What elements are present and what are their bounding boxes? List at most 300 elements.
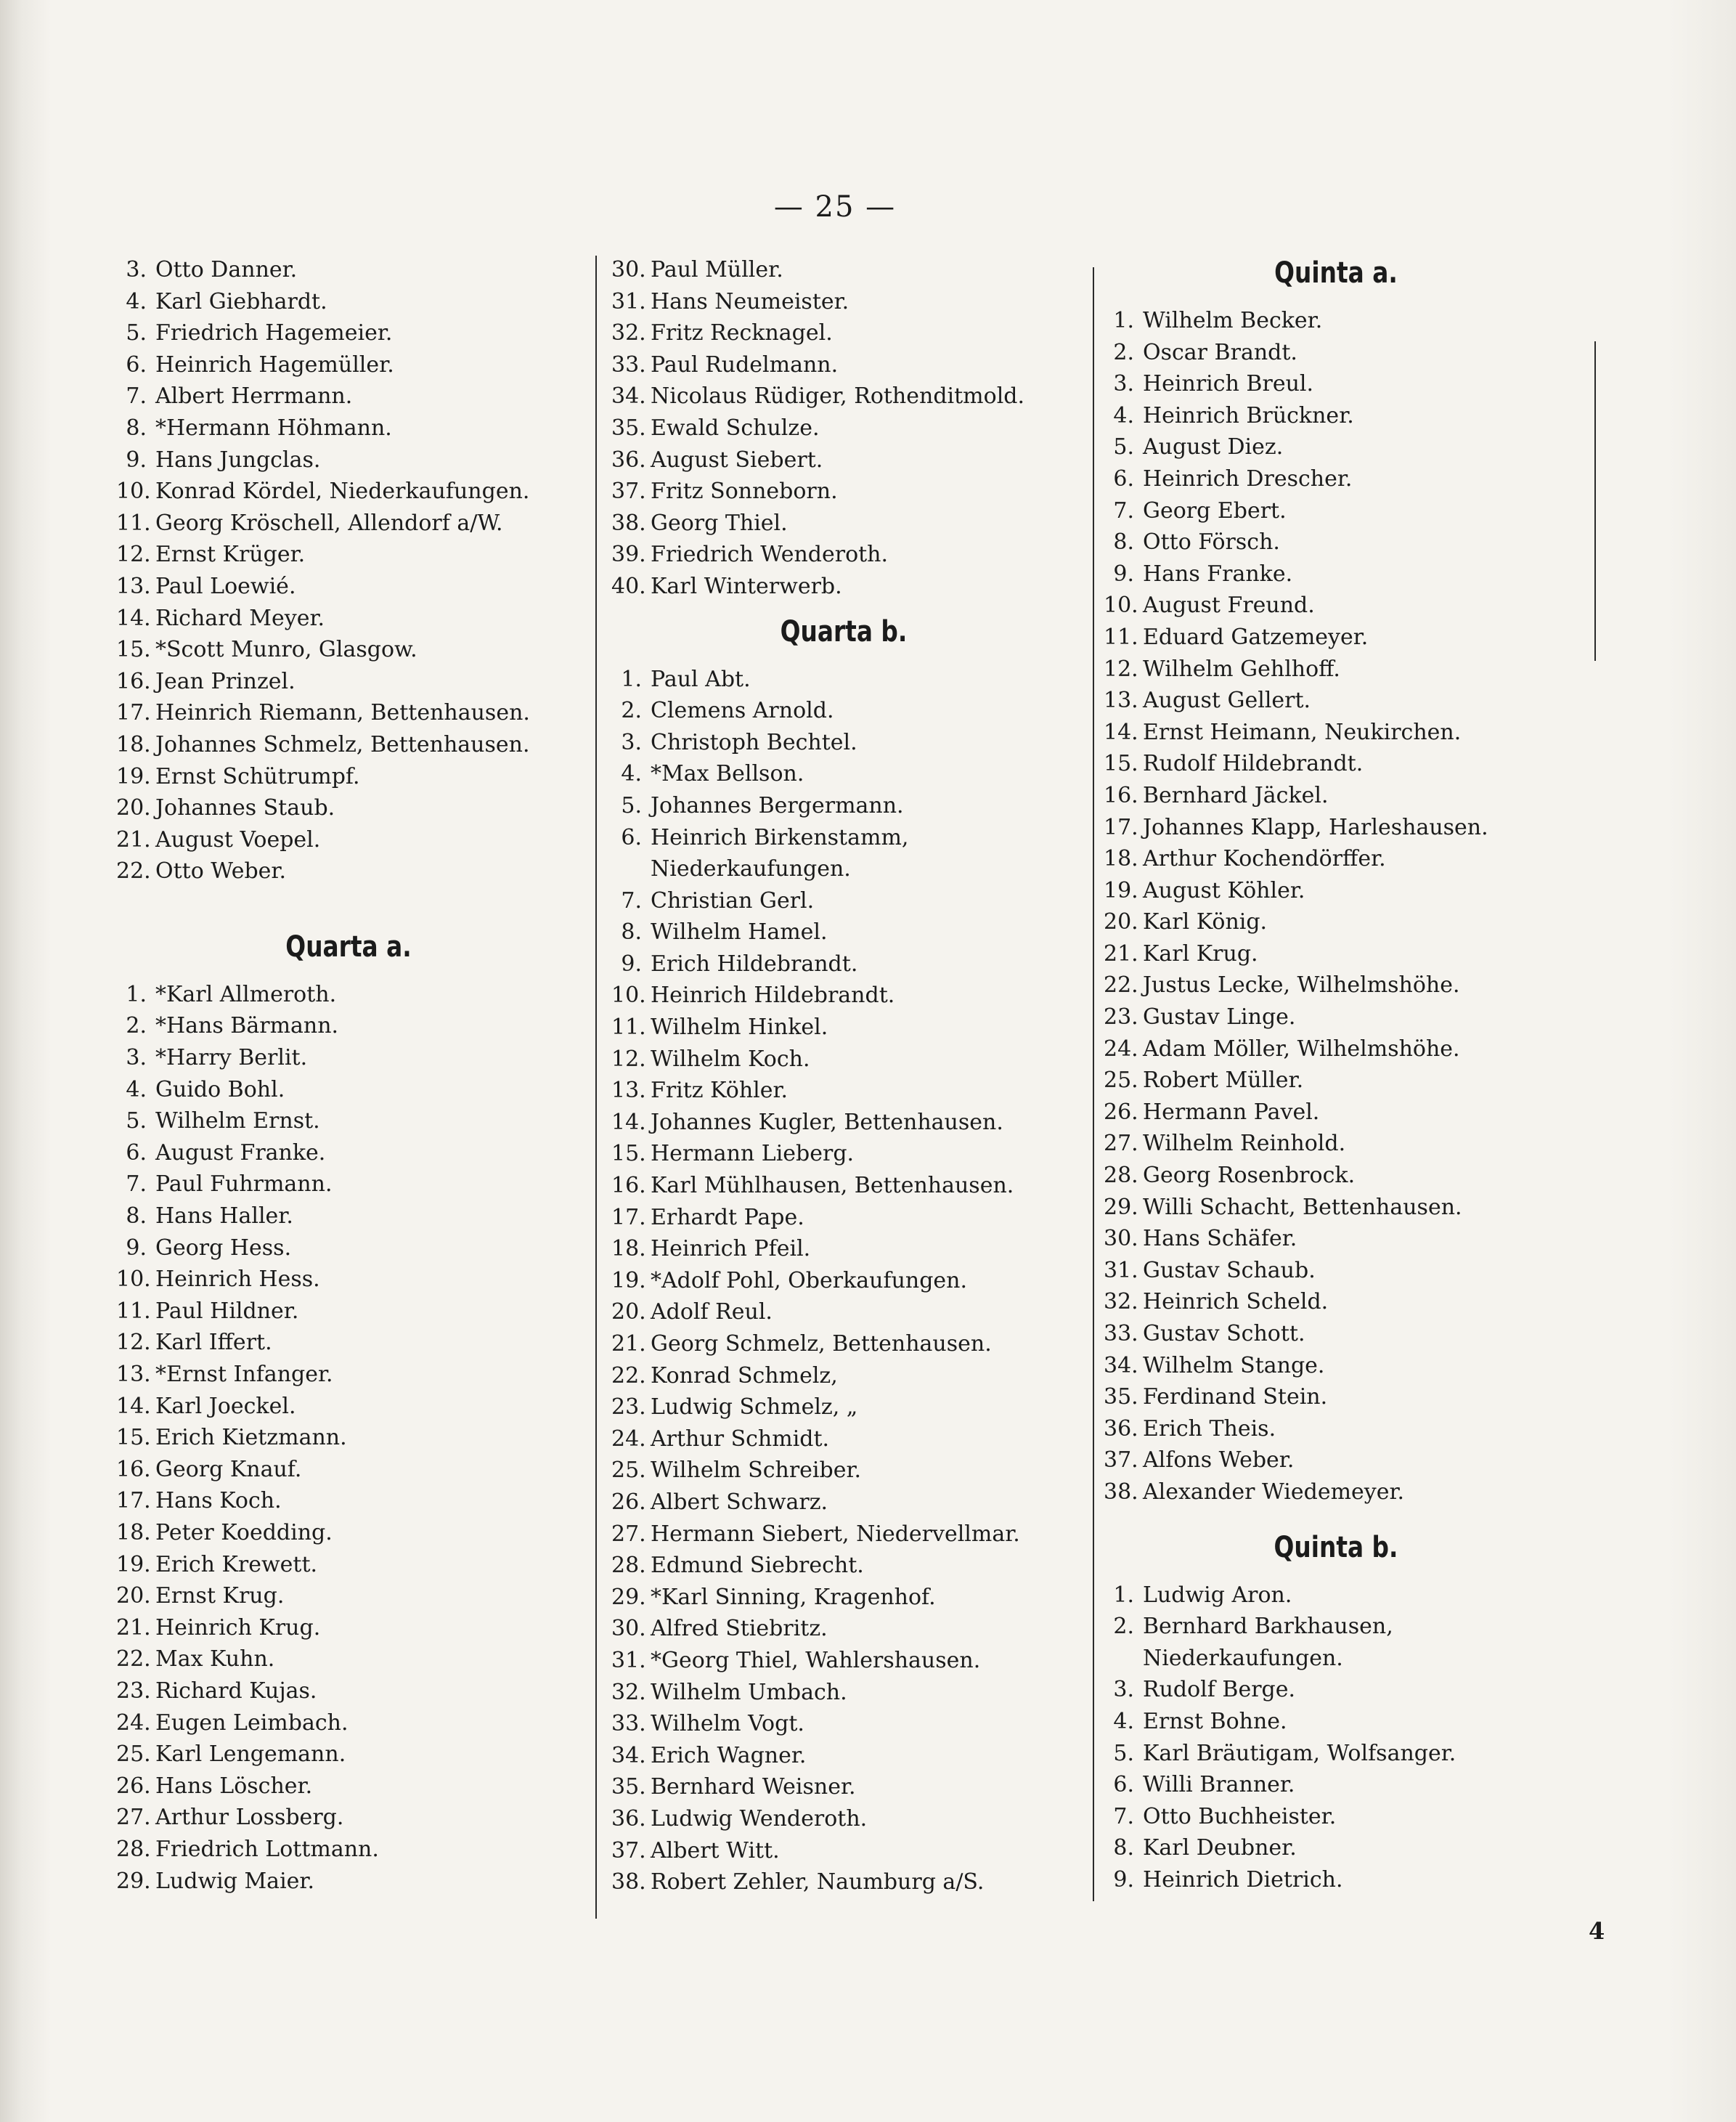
item-name: Karl Iffert. (155, 1330, 272, 1356)
list-item (116, 1485, 581, 1517)
item-name: Karl Winterwerb. (651, 573, 842, 599)
list-item (116, 254, 581, 286)
item-name: Willi Branner. (1143, 1772, 1295, 1798)
item-number: 11. (611, 1015, 646, 1041)
list-item (116, 729, 581, 761)
item-name: Gustav Linge. (1143, 1004, 1296, 1030)
item-number: 8. (621, 919, 642, 946)
item-number: 11. (1104, 624, 1138, 650)
item-name: August Siebert. (651, 447, 823, 473)
item-name: Hans Löscher. (155, 1773, 313, 1799)
list-item (611, 885, 1076, 917)
list-item (116, 634, 581, 666)
item-name: Max Kuhn. (155, 1646, 275, 1672)
item-name: Jean Prinzel. (155, 668, 296, 694)
list-item (1104, 685, 1568, 717)
list-item (116, 1580, 581, 1612)
item-number: 9. (1113, 1866, 1134, 1893)
item-name: Ewald Schulze. (651, 415, 820, 441)
item-number: 35. (611, 415, 646, 441)
item-name: *Ernst Infanger. (155, 1362, 333, 1387)
item-name: Wilhelm Koch. (651, 1046, 810, 1072)
item-name: Willi Schacht, Bettenhausen. (1143, 1194, 1462, 1220)
item-number: 7. (126, 1171, 147, 1198)
item-name: Hermann Lieberg. (651, 1141, 855, 1167)
list-item (116, 1137, 581, 1169)
item-number: 20. (611, 1299, 646, 1325)
list-item (116, 539, 581, 571)
item-name: Georg Hess. (155, 1235, 292, 1261)
item-name: Otto Buchheister. (1143, 1803, 1337, 1829)
item-number: 12. (116, 1330, 151, 1356)
list-item (1104, 590, 1568, 622)
item-number: 23. (611, 1394, 646, 1420)
item-name: Erich Hildebrandt. (651, 951, 858, 977)
item-name: Justus Lecke, Wilhelmshöhe. (1143, 972, 1460, 999)
item-name: Wilhelm Reinhold. (1143, 1131, 1346, 1157)
item-name: Hans Schäfer. (1143, 1226, 1297, 1252)
item-name: Otto Weber. (155, 858, 286, 885)
list-item (611, 1296, 1076, 1328)
item-number: 29. (116, 1868, 151, 1894)
margin-mark-line (1594, 341, 1596, 661)
list-item (611, 822, 1076, 885)
list-item (116, 1200, 581, 1232)
item-number: 28. (1104, 1163, 1138, 1189)
item-number: 24. (611, 1426, 646, 1452)
item-name: Wilhelm Vogt. (651, 1711, 804, 1737)
list-item (611, 1265, 1076, 1297)
item-number: 19. (116, 763, 151, 789)
list-item (1104, 495, 1568, 527)
item-name: Arthur Schmidt. (651, 1426, 830, 1452)
item-number: 28. (611, 1553, 646, 1579)
item-name: *Georg Thiel, Wahlershausen. (651, 1647, 981, 1673)
column-divider-1 (595, 256, 597, 1919)
item-name: Christoph Bechtel. (651, 729, 857, 755)
list-item (116, 1739, 581, 1771)
item-name: Albert Witt. (651, 1837, 780, 1863)
list-item (1104, 1318, 1568, 1350)
item-number: 29. (611, 1584, 646, 1610)
item-name: Paul Hildner. (155, 1298, 299, 1324)
item-number: 38. (611, 510, 646, 536)
item-number: 18. (116, 731, 151, 757)
item-number: 9. (621, 951, 642, 977)
item-name: Johannes Staub. (155, 795, 335, 821)
item-name: August Freund. (1143, 593, 1315, 619)
item-name: Wilhelm Hamel. (651, 919, 828, 946)
list-item (611, 412, 1076, 444)
item-number: 38. (611, 1869, 646, 1895)
item-number: 15. (116, 1425, 151, 1451)
list-item (116, 1834, 581, 1866)
item-number: 33. (611, 1711, 646, 1737)
item-number: 19. (1104, 877, 1138, 903)
item-name: Heinrich Riemann, Bettenhausen. (155, 700, 530, 726)
item-number: 14. (116, 605, 151, 631)
item-number: 27. (116, 1805, 151, 1831)
column-divider-2 (1093, 267, 1094, 1901)
item-name: Gustav Schott. (1143, 1321, 1305, 1346)
item-number: 4. (1113, 1708, 1134, 1734)
list-item (116, 1105, 581, 1137)
list-item (116, 855, 581, 887)
item-number: 21. (116, 826, 151, 853)
item-name: Gustav Schaub. (1143, 1257, 1316, 1283)
item-number: 16. (1104, 782, 1138, 808)
item-number: 16. (116, 668, 151, 694)
item-number: 6. (1113, 466, 1134, 492)
name-list (1104, 1580, 1568, 1896)
item-number: 22. (116, 1646, 151, 1672)
list-item (1104, 1065, 1568, 1097)
item-name: Bernhard Weisner. (651, 1774, 856, 1800)
list-item (116, 1074, 581, 1106)
item-name: August Gellert. (1143, 688, 1311, 714)
item-number: 15. (1104, 751, 1138, 777)
list-item (116, 697, 581, 729)
item-name: *Scott Munro, Glasgow. (155, 637, 417, 663)
item-name: Erich Theis. (1143, 1415, 1276, 1442)
list-item (1104, 906, 1568, 938)
item-number: 30. (611, 1616, 646, 1642)
list-item (611, 1771, 1076, 1803)
item-name: Friedrich Hagemeier. (155, 320, 393, 346)
item-name: Ernst Bohne. (1143, 1708, 1287, 1734)
item-name: Ludwig Maier. (155, 1868, 314, 1894)
column-1 (116, 254, 581, 1897)
item-name: Fritz Sonneborn. (651, 479, 838, 505)
item-name: Heinrich Scheld. (1143, 1289, 1329, 1315)
item-number: 36. (611, 1805, 646, 1832)
item-name: Wilhelm Umbach. (651, 1679, 847, 1705)
list-item (1104, 622, 1568, 654)
item-name: Heinrich Hagemüller. (155, 351, 394, 378)
item-number: 10. (116, 479, 151, 505)
item-number: 8. (1113, 1835, 1134, 1861)
item-name: Nicolaus Rüdiger, Rothenditmold. (651, 383, 1025, 410)
list-item (1104, 1350, 1568, 1382)
item-name: *Adolf Pohl, Oberkaufungen. (651, 1267, 968, 1293)
item-number: 14. (116, 1393, 151, 1419)
list-item (611, 476, 1076, 508)
list-item (1104, 1128, 1568, 1160)
list-item (611, 444, 1076, 476)
item-name: Heinrich Brückner. (1143, 402, 1354, 428)
item-number: 27. (1104, 1131, 1138, 1157)
list-item (116, 1802, 581, 1834)
section-heading-quarta-b: Quarta b. (780, 614, 908, 649)
item-name: Clemens Arnold. (651, 698, 834, 724)
item-number: 3. (1113, 1677, 1134, 1703)
item-number: 1. (1113, 1582, 1134, 1608)
list-item (116, 666, 581, 698)
item-number: 7. (126, 383, 147, 410)
item-name: Christian Gerl. (651, 887, 815, 914)
list-item (611, 1455, 1076, 1487)
item-number: 12. (116, 542, 151, 568)
list-item (116, 286, 581, 318)
list-item (1104, 337, 1568, 369)
item-name: Wilhelm Ernst. (155, 1108, 320, 1134)
item-name: Johannes Klapp, Harleshausen. (1143, 814, 1488, 840)
item-number: 21. (1104, 940, 1138, 967)
item-number: 18. (611, 1236, 646, 1262)
item-number: 23. (116, 1678, 151, 1704)
item-number: 5. (126, 320, 147, 346)
item-name: *Karl Allmeroth. (155, 981, 337, 1007)
item-name: Eugen Leimbach. (155, 1710, 349, 1736)
item-number: 5. (621, 792, 642, 818)
name-list (1104, 305, 1568, 1508)
name-list (611, 254, 1076, 603)
item-number: 7. (1113, 1803, 1134, 1829)
item-name: Konrad Schmelz, (651, 1362, 838, 1389)
list-item (1104, 1192, 1568, 1224)
item-number: 15. (611, 1141, 646, 1167)
item-name: Johannes Kugler, Bettenhausen. (651, 1109, 1003, 1135)
item-number: 36. (611, 447, 646, 473)
item-number: 5. (126, 1108, 147, 1134)
item-name: *Hans Bärmann. (155, 1013, 339, 1039)
item-number: 19. (116, 1551, 151, 1577)
list-item (1104, 1223, 1568, 1255)
item-number: 10. (611, 983, 646, 1009)
list-item (611, 1328, 1076, 1360)
item-number: 18. (116, 1519, 151, 1545)
item-name: Richard Meyer. (155, 605, 325, 631)
item-number: 10. (1104, 593, 1138, 619)
item-name: Hermann Siebert, Niedervellmar. (651, 1521, 1020, 1547)
item-name: Alexander Wiedemeyer. (1143, 1479, 1405, 1505)
item-name: Ernst Krüger. (155, 542, 306, 568)
list-item (116, 1168, 581, 1200)
item-name: August Diez. (1143, 434, 1284, 460)
item-number: 39. (611, 542, 646, 568)
item-number: 23. (1104, 1004, 1138, 1030)
item-name: August Franke. (155, 1139, 326, 1166)
item-number: 25. (611, 1458, 646, 1484)
item-number: 9. (1113, 561, 1134, 587)
item-number: 11. (116, 510, 151, 536)
list-item (1104, 938, 1568, 970)
item-name: *Hermann Höhmann. (155, 415, 392, 441)
item-number: 20. (1104, 909, 1138, 935)
item-name: Karl Mühlhausen, Bettenhausen. (651, 1173, 1014, 1199)
item-name: Paul Fuhrmann. (155, 1171, 333, 1198)
item-number: 11. (116, 1298, 151, 1324)
item-number: 12. (1104, 656, 1138, 682)
list-item (611, 1803, 1076, 1835)
list-item (116, 1232, 581, 1264)
item-number: 17. (1104, 814, 1138, 840)
item-number: 6. (621, 824, 642, 850)
item-name: Georg Thiel. (651, 510, 788, 536)
list-item (611, 381, 1076, 412)
list-item (116, 1422, 581, 1454)
item-number: 5. (1113, 434, 1134, 460)
item-number: 27. (611, 1521, 646, 1547)
list-item (1104, 969, 1568, 1001)
list-item (1104, 1832, 1568, 1864)
item-name: Rudolf Hildebrandt. (1143, 751, 1364, 777)
item-name: Erich Krewett. (155, 1551, 318, 1577)
name-list (116, 254, 581, 887)
item-name: Heinrich Birkenstamm, Niederkaufungen. (651, 824, 909, 882)
list-item (611, 1202, 1076, 1234)
list-item (116, 349, 581, 381)
item-number: 24. (116, 1710, 151, 1736)
item-number: 22. (116, 858, 151, 885)
item-name: Wilhelm Gehlhoff. (1143, 656, 1340, 682)
item-number: 4. (126, 1076, 147, 1102)
item-name: Ernst Schütrumpf. (155, 763, 360, 789)
item-name: Georg Rosenbrock. (1143, 1163, 1356, 1189)
item-name: Paul Loewié. (155, 573, 296, 599)
list-item (1104, 812, 1568, 844)
list-item (1104, 1769, 1568, 1801)
item-number: 1. (1113, 308, 1134, 333)
list-item (1104, 400, 1568, 432)
list-item (1104, 1476, 1568, 1508)
list-item (116, 1454, 581, 1486)
list-item (1104, 1444, 1568, 1476)
item-number: 35. (1104, 1384, 1138, 1410)
item-name: Robert Zehler, Naumburg a/S. (651, 1869, 985, 1895)
item-name: Bernhard Barkhausen, Niederkaufungen. (1143, 1614, 1393, 1671)
item-number: 37. (611, 479, 646, 505)
list-item (611, 571, 1076, 603)
item-name: Otto Försch. (1143, 529, 1280, 556)
item-number: 7. (621, 887, 642, 914)
item-name: *Max Bellson. (651, 761, 804, 787)
list-item (611, 286, 1076, 318)
list-item (116, 1296, 581, 1328)
item-name: Richard Kujas. (155, 1678, 317, 1704)
list-item (116, 1707, 581, 1739)
list-item (611, 508, 1076, 540)
item-number: 26. (611, 1489, 646, 1515)
item-name: Heinrich Hess. (155, 1267, 320, 1293)
item-name: Guido Bohl. (155, 1076, 285, 1102)
list-item (1104, 780, 1568, 812)
list-item (1104, 1033, 1568, 1065)
item-name: Ernst Krug. (155, 1583, 285, 1609)
item-number: 14. (1104, 719, 1138, 745)
item-number: 4. (621, 761, 642, 787)
item-name: Karl König. (1143, 909, 1268, 935)
list-item (116, 824, 581, 856)
item-name: Robert Müller. (1143, 1068, 1304, 1094)
item-name: Erich Kietzmann. (155, 1425, 347, 1451)
list-item (116, 603, 581, 635)
item-name: Georg Ebert. (1143, 497, 1287, 524)
item-name: Arthur Lossberg. (155, 1805, 344, 1831)
list-item (611, 664, 1076, 696)
item-number: 2. (126, 1013, 147, 1039)
item-number: 20. (116, 1583, 151, 1609)
list-item (116, 381, 581, 412)
item-number: 21. (611, 1331, 646, 1357)
item-name: Wilhelm Schreiber. (651, 1458, 862, 1484)
list-item (611, 1044, 1076, 1076)
list-item (1104, 1097, 1568, 1129)
list-item (116, 571, 581, 603)
item-number: 6. (126, 351, 147, 378)
list-item (116, 412, 581, 444)
list-item (1104, 875, 1568, 907)
list-item (116, 476, 581, 508)
list-item (1104, 843, 1568, 875)
item-name: Karl Lengemann. (155, 1741, 346, 1768)
list-item (1104, 1160, 1568, 1192)
item-number: 12. (611, 1046, 646, 1072)
item-name: Albert Schwarz. (651, 1489, 828, 1515)
item-name: Hans Haller. (155, 1203, 293, 1229)
item-number: 16. (116, 1456, 151, 1482)
item-name: Hans Franke. (1143, 561, 1293, 587)
item-number: 35. (611, 1774, 646, 1800)
list-item (1104, 748, 1568, 780)
item-number: 13. (1104, 688, 1138, 714)
page-number: — 25 — (773, 190, 897, 224)
item-number: 16. (611, 1173, 646, 1199)
list-item (611, 1170, 1076, 1202)
item-name: Alfons Weber. (1143, 1447, 1295, 1473)
item-name: Heinrich Dietrich. (1143, 1866, 1343, 1893)
list-item (116, 1643, 581, 1675)
list-item (116, 317, 581, 349)
list-item (116, 1327, 581, 1359)
list-item (1104, 1801, 1568, 1833)
item-number: 26. (116, 1773, 151, 1799)
list-item (1104, 654, 1568, 686)
item-name: Georg Kröschell, Allendorf a/W. (155, 510, 503, 536)
item-number: 13. (611, 1078, 646, 1104)
item-number: 25. (1104, 1068, 1138, 1094)
list-item (611, 349, 1076, 381)
item-number: 30. (611, 257, 646, 282)
list-item (611, 790, 1076, 822)
item-name: August Voepel. (155, 826, 321, 853)
list-item (1104, 1864, 1568, 1896)
list-item (116, 761, 581, 793)
item-name: Adam Möller, Wilhelmshöhe. (1143, 1036, 1460, 1062)
list-item (611, 1582, 1076, 1614)
item-name: Hans Neumeister. (651, 288, 849, 314)
item-number: 31. (1104, 1257, 1138, 1283)
list-item (611, 1740, 1076, 1772)
item-name: Heinrich Drescher. (1143, 466, 1353, 492)
item-name: Karl Bräutigam, Wolfsanger. (1143, 1740, 1456, 1766)
list-item (116, 1391, 581, 1423)
item-name: Fritz Köhler. (651, 1078, 788, 1104)
list-item (611, 695, 1076, 727)
list-item (1104, 1611, 1568, 1674)
section-heading-quarta-a: Quarta a. (285, 930, 412, 964)
list-item (611, 916, 1076, 948)
item-number: 3. (126, 1045, 147, 1071)
item-number: 17. (116, 700, 151, 726)
section-heading-quinta-b: Quinta b. (1274, 1530, 1398, 1564)
list-item (1104, 1413, 1568, 1445)
list-item (116, 444, 581, 476)
item-name: Wilhelm Becker. (1143, 308, 1323, 333)
item-number: 21. (116, 1614, 151, 1641)
list-item (611, 1487, 1076, 1519)
list-item (1104, 463, 1568, 495)
